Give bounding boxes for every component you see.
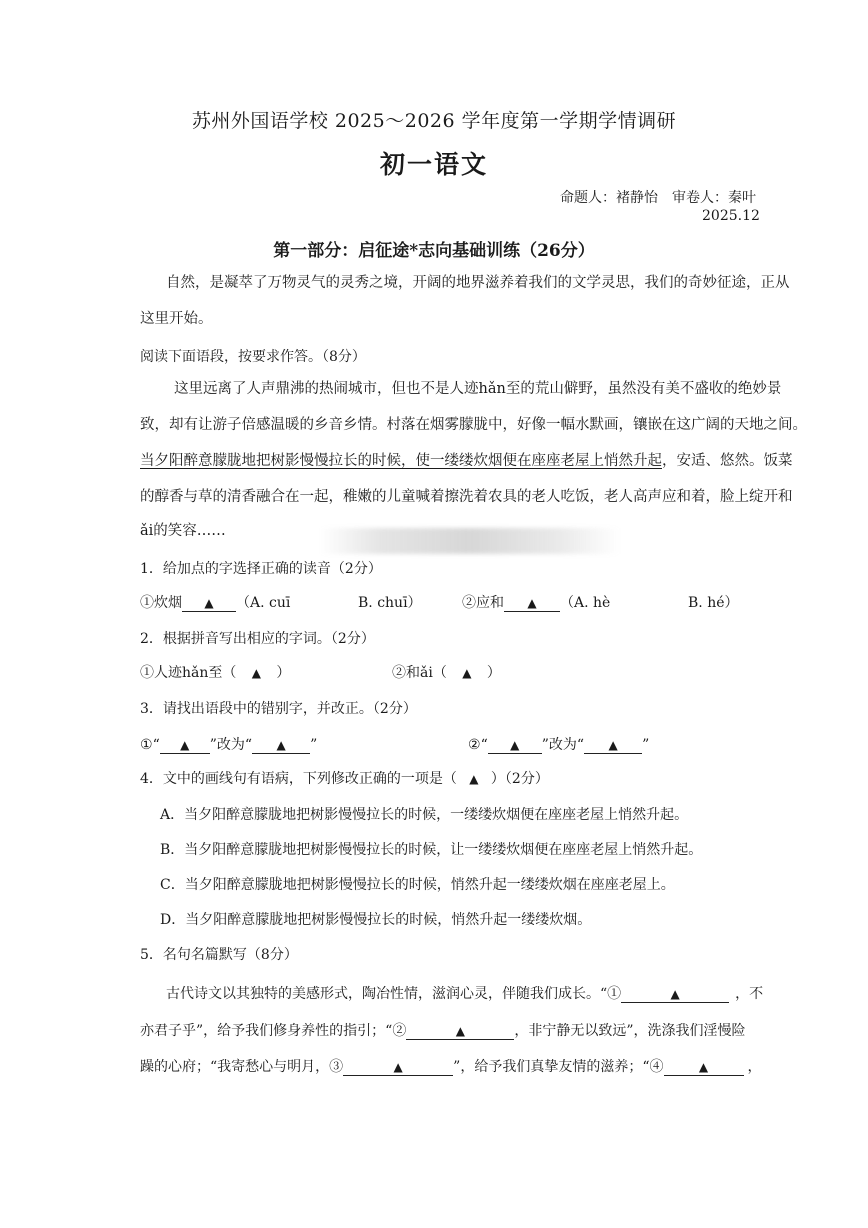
q5-line-3-end: ， bbox=[747, 1059, 762, 1075]
q1-a-label: ①炊烟 bbox=[140, 595, 182, 611]
subject-title: 初一语文 bbox=[379, 150, 488, 179]
q2-a-prompt: ①人迹hǎn至（ bbox=[140, 665, 237, 681]
q2-b-answer-slot[interactable] bbox=[447, 665, 487, 681]
q5-line-3-mid: ”，给予我们真挚友情的滋养；“④ bbox=[453, 1059, 664, 1075]
q5-line-2-end: ，非宁静无以致远”，洗涤我们淫慢险 bbox=[514, 1023, 746, 1039]
q4-score: ）（2分） bbox=[490, 771, 549, 787]
q5-line-2 bbox=[140, 1020, 745, 1040]
q1-b-blank[interactable] bbox=[504, 596, 560, 612]
blank-marker: ▲ bbox=[204, 596, 214, 610]
q1-b-label: ②应和 bbox=[462, 595, 504, 611]
q3-change-to: ”改为“ bbox=[541, 737, 585, 753]
q3-1-correct-blank[interactable] bbox=[252, 738, 310, 754]
blank-marker: ▲ bbox=[698, 1060, 709, 1074]
blank-marker: ▲ bbox=[510, 738, 520, 752]
q5-blank-2[interactable] bbox=[406, 1024, 514, 1040]
exam-date: 2025.12 bbox=[702, 208, 760, 224]
q4-prompt: 4．文中的画线句有语病，下列修改正确的一项是（ bbox=[140, 771, 457, 787]
exam-title: 苏州外国语学校 2025～2026 学年度第一学期学情调研 bbox=[191, 110, 677, 132]
q5-blank-4[interactable] bbox=[664, 1060, 744, 1076]
q1-a-opt-b: B. chuī） bbox=[358, 595, 422, 611]
q1-a-blank[interactable] bbox=[182, 596, 236, 612]
intro-line-2: 这里开始。 bbox=[140, 311, 213, 327]
question-2: 2．根据拼音写出相应的字词。（2分） bbox=[140, 631, 375, 647]
q5-line-3-text: 躁的心府；“我寄愁心与明月，③ bbox=[140, 1059, 344, 1075]
blank-marker: ▲ bbox=[455, 1024, 465, 1038]
q5-line-1 bbox=[166, 983, 763, 1003]
q2-a bbox=[140, 662, 290, 682]
q4-option-b[interactable]: B．当夕阳醉意朦胧地把树影慢慢拉长的时候，让一缕缕炊烟便在座座老屋上悄然升起。 bbox=[160, 842, 703, 858]
q3-marker-2: ② bbox=[468, 737, 481, 753]
q2-a-close: ） bbox=[276, 665, 291, 681]
question-3: 3．请找出语段中的错别字，并改正。（2分） bbox=[140, 701, 417, 717]
reading-instruction: 阅读下面语段，按要求作答。（8分） bbox=[140, 349, 366, 365]
q4-option-d[interactable]: D．当夕阳醉意朦胧地把树影慢慢拉长的时候，悄然升起一缕缕炊烟。 bbox=[160, 912, 592, 928]
q3-2-wrong-blank[interactable] bbox=[488, 738, 542, 754]
q3-close-quote: ” bbox=[642, 737, 650, 753]
q2-b bbox=[392, 662, 501, 682]
q4-option-a[interactable]: A．当夕阳醉意朦胧地把树影慢慢拉长的时候，一缕缕炊烟便在座座老屋上悄然升起。 bbox=[160, 807, 689, 823]
q2-b-prompt: ②和ǎi（ bbox=[392, 665, 447, 681]
passage-line-5: ǎi的笑容…… bbox=[140, 523, 226, 539]
blank-marker: ▲ bbox=[608, 738, 618, 752]
passage-line-4: 的醇香与草的清香融合在一起，稚嫩的儿童喊着擦洗着农具的老人吃饭，老人高声应和着，脸上绽开和 bbox=[140, 489, 793, 505]
blank-marker: ▲ bbox=[469, 772, 479, 786]
q5-line-2-text: 亦君子乎”，给予我们修身养性的指引；“② bbox=[140, 1023, 407, 1039]
blank-marker: ▲ bbox=[276, 738, 286, 752]
q3-marker-1: ① bbox=[140, 737, 153, 753]
scan-smudge bbox=[320, 528, 620, 554]
q5-blank-3[interactable] bbox=[343, 1060, 453, 1076]
q2-b-close: ） bbox=[486, 665, 501, 681]
q3-1-wrong-blank[interactable] bbox=[160, 738, 210, 754]
passage-line-2: 致，却有让游子倍感温暖的乡音乡情。村落在烟雾朦胧中，好像一幅水默画，镶嵌在这广阔的天地之间。 bbox=[140, 417, 807, 433]
question-4 bbox=[140, 768, 549, 788]
q3-2-correct-blank[interactable] bbox=[584, 738, 642, 754]
q3-line-1 bbox=[140, 734, 317, 754]
q1-line bbox=[140, 592, 290, 612]
q3-open-quote: “ bbox=[480, 737, 488, 753]
blank-marker: ▲ bbox=[527, 596, 537, 610]
blank-marker: ▲ bbox=[670, 987, 680, 1001]
passage-line-3-rest: ，安适、悠然。饭菜 bbox=[662, 453, 793, 469]
passage-line-3 bbox=[140, 454, 793, 469]
blank-marker: ▲ bbox=[462, 666, 472, 680]
passage-line-1: 这里远离了人声鼎沸的热闹城市，但也不是人迹hǎn至的荒山僻野，虽然没有美不盛收的绝妙景 bbox=[174, 381, 782, 397]
q5-line-1-end: ，不 bbox=[735, 986, 764, 1002]
authors-line: 命题人：褚静怡 审卷人：秦叶 bbox=[560, 190, 756, 206]
intro-line-1: 自然，是凝萃了万物灵气的灵秀之境，开阔的地界滋养着我们的文学灵思，我们的奇妙征途，正从 bbox=[166, 275, 790, 291]
q4-option-c[interactable]: C．当夕阳醉意朦胧地把树影慢慢拉长的时候，悄然升起一缕缕炊烟在座座老屋上。 bbox=[160, 877, 675, 893]
q1-b-opt-b: B. hé） bbox=[688, 595, 739, 611]
blank-marker: ▲ bbox=[393, 1060, 403, 1074]
q3-line-2 bbox=[468, 734, 649, 754]
question-1: 1．给加点的字选择正确的读音（2分） bbox=[140, 561, 382, 577]
q5-line-1-text: 古代诗文以其独特的美感形式，陶冶性情，滋润心灵，伴随我们成长。“① bbox=[166, 986, 622, 1002]
part-heading: 第一部分：启征途*志向基础训练（26分） bbox=[273, 241, 595, 261]
blank-marker: ▲ bbox=[251, 666, 261, 680]
q1-a-opt-a: （A. cuī bbox=[236, 595, 291, 611]
blank-marker: ▲ bbox=[180, 738, 190, 752]
q2-a-answer-slot[interactable] bbox=[236, 665, 276, 681]
q4-answer-slot[interactable] bbox=[457, 771, 491, 787]
q5-blank-1[interactable] bbox=[621, 987, 729, 1003]
q3-open-quote: “ bbox=[152, 737, 160, 753]
question-5: 5．名句名篇默写（8分） bbox=[140, 947, 298, 963]
underlined-sentence: 当夕阳醉意朦胧地把树影慢慢拉长的时候，使一缕缕炊烟便在座座老屋上悄然升起 bbox=[140, 453, 662, 469]
q1-b-opt-a: （A. hè bbox=[560, 595, 611, 611]
q1-b-line bbox=[462, 592, 610, 612]
q3-change-to: ”改为“ bbox=[209, 737, 253, 753]
q5-line-3 bbox=[140, 1056, 762, 1076]
q3-close-quote: ” bbox=[310, 737, 318, 753]
